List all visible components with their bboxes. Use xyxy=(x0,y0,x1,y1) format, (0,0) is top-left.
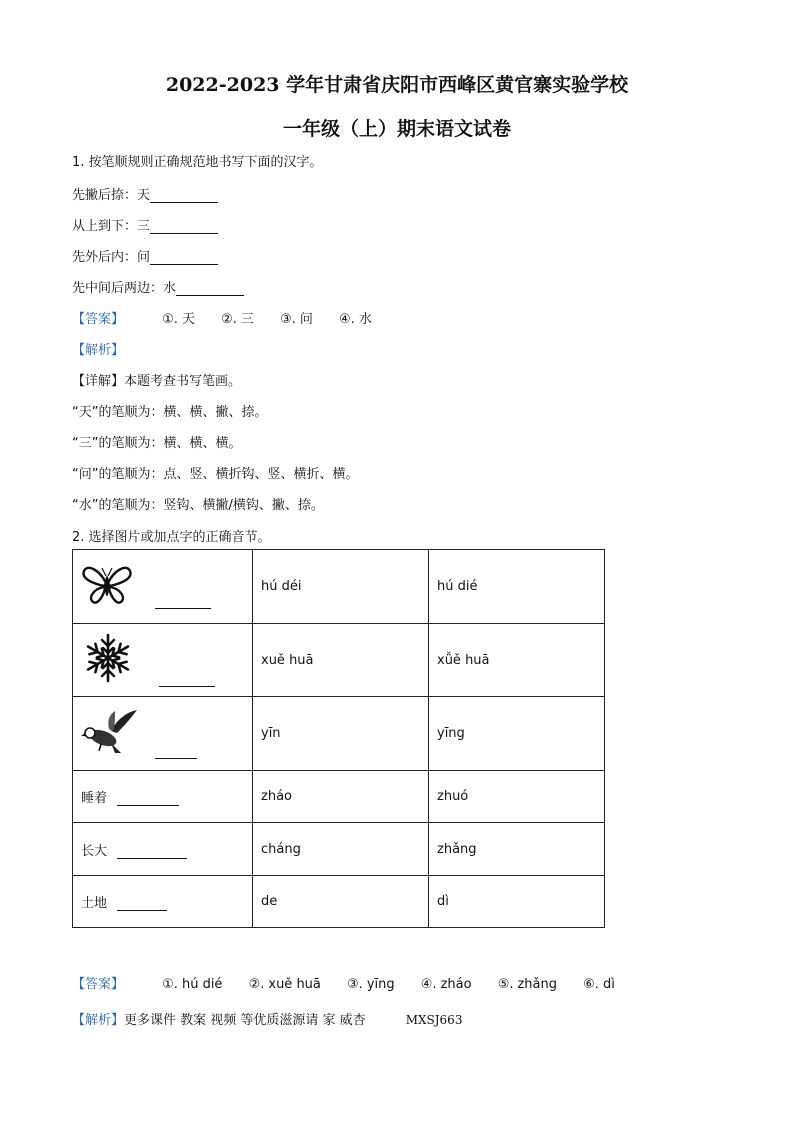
q1-rule: 从上到下：三 xyxy=(72,219,151,234)
analysis-tag: 【解析】 xyxy=(72,1013,125,1028)
snowflake-icon xyxy=(81,633,135,687)
explanation-line: “天”的笔顺为：横、横、撇、捺。 xyxy=(72,405,268,420)
answer-blank[interactable] xyxy=(176,283,244,296)
table-row xyxy=(73,697,605,771)
answer-item: ②. xuě huā xyxy=(248,977,321,992)
q1-row xyxy=(72,184,218,203)
explanation-line: “水”的笔顺为：竖钩、横撇/横钩、撇、捺。 xyxy=(72,498,324,513)
q2-answer-line xyxy=(72,973,637,992)
table-row xyxy=(73,876,605,928)
answer-item: ①. 天 xyxy=(162,312,195,327)
word-cell xyxy=(73,771,253,823)
answer-blank[interactable] xyxy=(150,221,218,234)
answer-blank[interactable] xyxy=(117,846,187,859)
answer-item: ④. 水 xyxy=(339,312,372,327)
exam-title-line2: 一年级（上）期末语文试卷 xyxy=(282,118,511,140)
watermark-code: MXSJ663 xyxy=(405,1013,463,1027)
option-cell[interactable]: xǚě huā xyxy=(429,624,605,697)
table-row xyxy=(73,550,605,624)
picture-cell xyxy=(73,550,253,624)
q1-row xyxy=(72,246,218,265)
answer-item: ⑥. dì xyxy=(583,977,615,992)
answer-item: ③. 问 xyxy=(280,312,313,327)
table-row xyxy=(73,823,605,876)
answer-item: ⑤. zhǎng xyxy=(497,977,558,992)
table-row xyxy=(73,771,605,823)
word-cell xyxy=(73,823,253,876)
q1-prompt: 1. 按笔顺规则正确规范地书写下面的汉字。 xyxy=(72,155,323,170)
detail-line xyxy=(72,370,241,389)
answer-blank[interactable] xyxy=(155,746,197,759)
word-cell xyxy=(73,876,253,928)
butterfly-icon xyxy=(81,565,133,609)
option-cell[interactable]: hú dié xyxy=(429,550,605,624)
eagle-icon xyxy=(81,709,139,759)
answer-blank[interactable] xyxy=(155,596,211,609)
option-cell[interactable]: zhǎng xyxy=(429,823,605,876)
option-cell[interactable]: zháo xyxy=(253,771,429,823)
answer-blank[interactable] xyxy=(150,190,218,203)
q2-analysis-line xyxy=(72,1009,462,1028)
answer-blank[interactable] xyxy=(150,252,218,265)
detail-text: 本题考查书写笔画。 xyxy=(124,374,242,389)
answer-blank[interactable] xyxy=(117,793,179,806)
answer-item: ②. 三 xyxy=(221,312,254,327)
option-cell[interactable]: hú déi xyxy=(253,550,429,624)
option-cell[interactable]: dì xyxy=(429,876,605,928)
word: 睡着 xyxy=(81,791,108,806)
answer-blank[interactable] xyxy=(117,898,167,911)
word: 土地 xyxy=(81,896,108,911)
answer-tag: 【答案】 xyxy=(72,977,125,992)
q1-rule: 先外后内：问 xyxy=(72,250,151,265)
explanation-line: “三”的笔顺为：横、横、横。 xyxy=(72,436,242,451)
picture-cell xyxy=(73,697,253,771)
answer-item: ④. zháo xyxy=(420,977,472,992)
q1-rule: 先撇后捺：天 xyxy=(72,188,151,203)
answer-item: ③. yīng xyxy=(347,977,395,992)
table-row xyxy=(73,624,605,697)
q2-prompt: 2. 选择图片或加点字的正确音节。 xyxy=(72,530,271,545)
option-cell[interactable]: yīn xyxy=(253,697,429,771)
option-cell[interactable]: yīng xyxy=(429,697,605,771)
word: 长大 xyxy=(81,843,108,859)
q1-answer-line xyxy=(72,308,394,327)
picture-cell xyxy=(73,624,253,697)
pinyin-table xyxy=(72,549,605,928)
q1-rule: 先中间后两边：水 xyxy=(72,281,177,296)
analysis-tag: 【解析】 xyxy=(72,343,125,358)
exam-title-line1: 2022-2023 学年甘肃省庆阳市西峰区黄官寨实验学校 xyxy=(165,74,629,96)
option-cell[interactable]: de xyxy=(253,876,429,928)
option-cell[interactable]: cháng xyxy=(253,823,429,876)
answer-tag: 【答案】 xyxy=(72,312,125,327)
q1-row xyxy=(72,277,244,296)
option-cell[interactable]: xuě huā xyxy=(253,624,429,697)
detail-tag: 【详解】 xyxy=(72,374,125,389)
q1-row xyxy=(72,215,218,234)
explanation-line: “问”的笔顺为：点、竖、横折钩、竖、横折、横。 xyxy=(72,467,359,482)
answer-item: ①. hú dié xyxy=(162,977,223,992)
option-cell[interactable]: zhuó xyxy=(429,771,605,823)
analysis-text: 更多课件 教案 视频 等优质滋源请 家 威杏 xyxy=(124,1013,366,1028)
answer-blank[interactable] xyxy=(159,674,215,687)
